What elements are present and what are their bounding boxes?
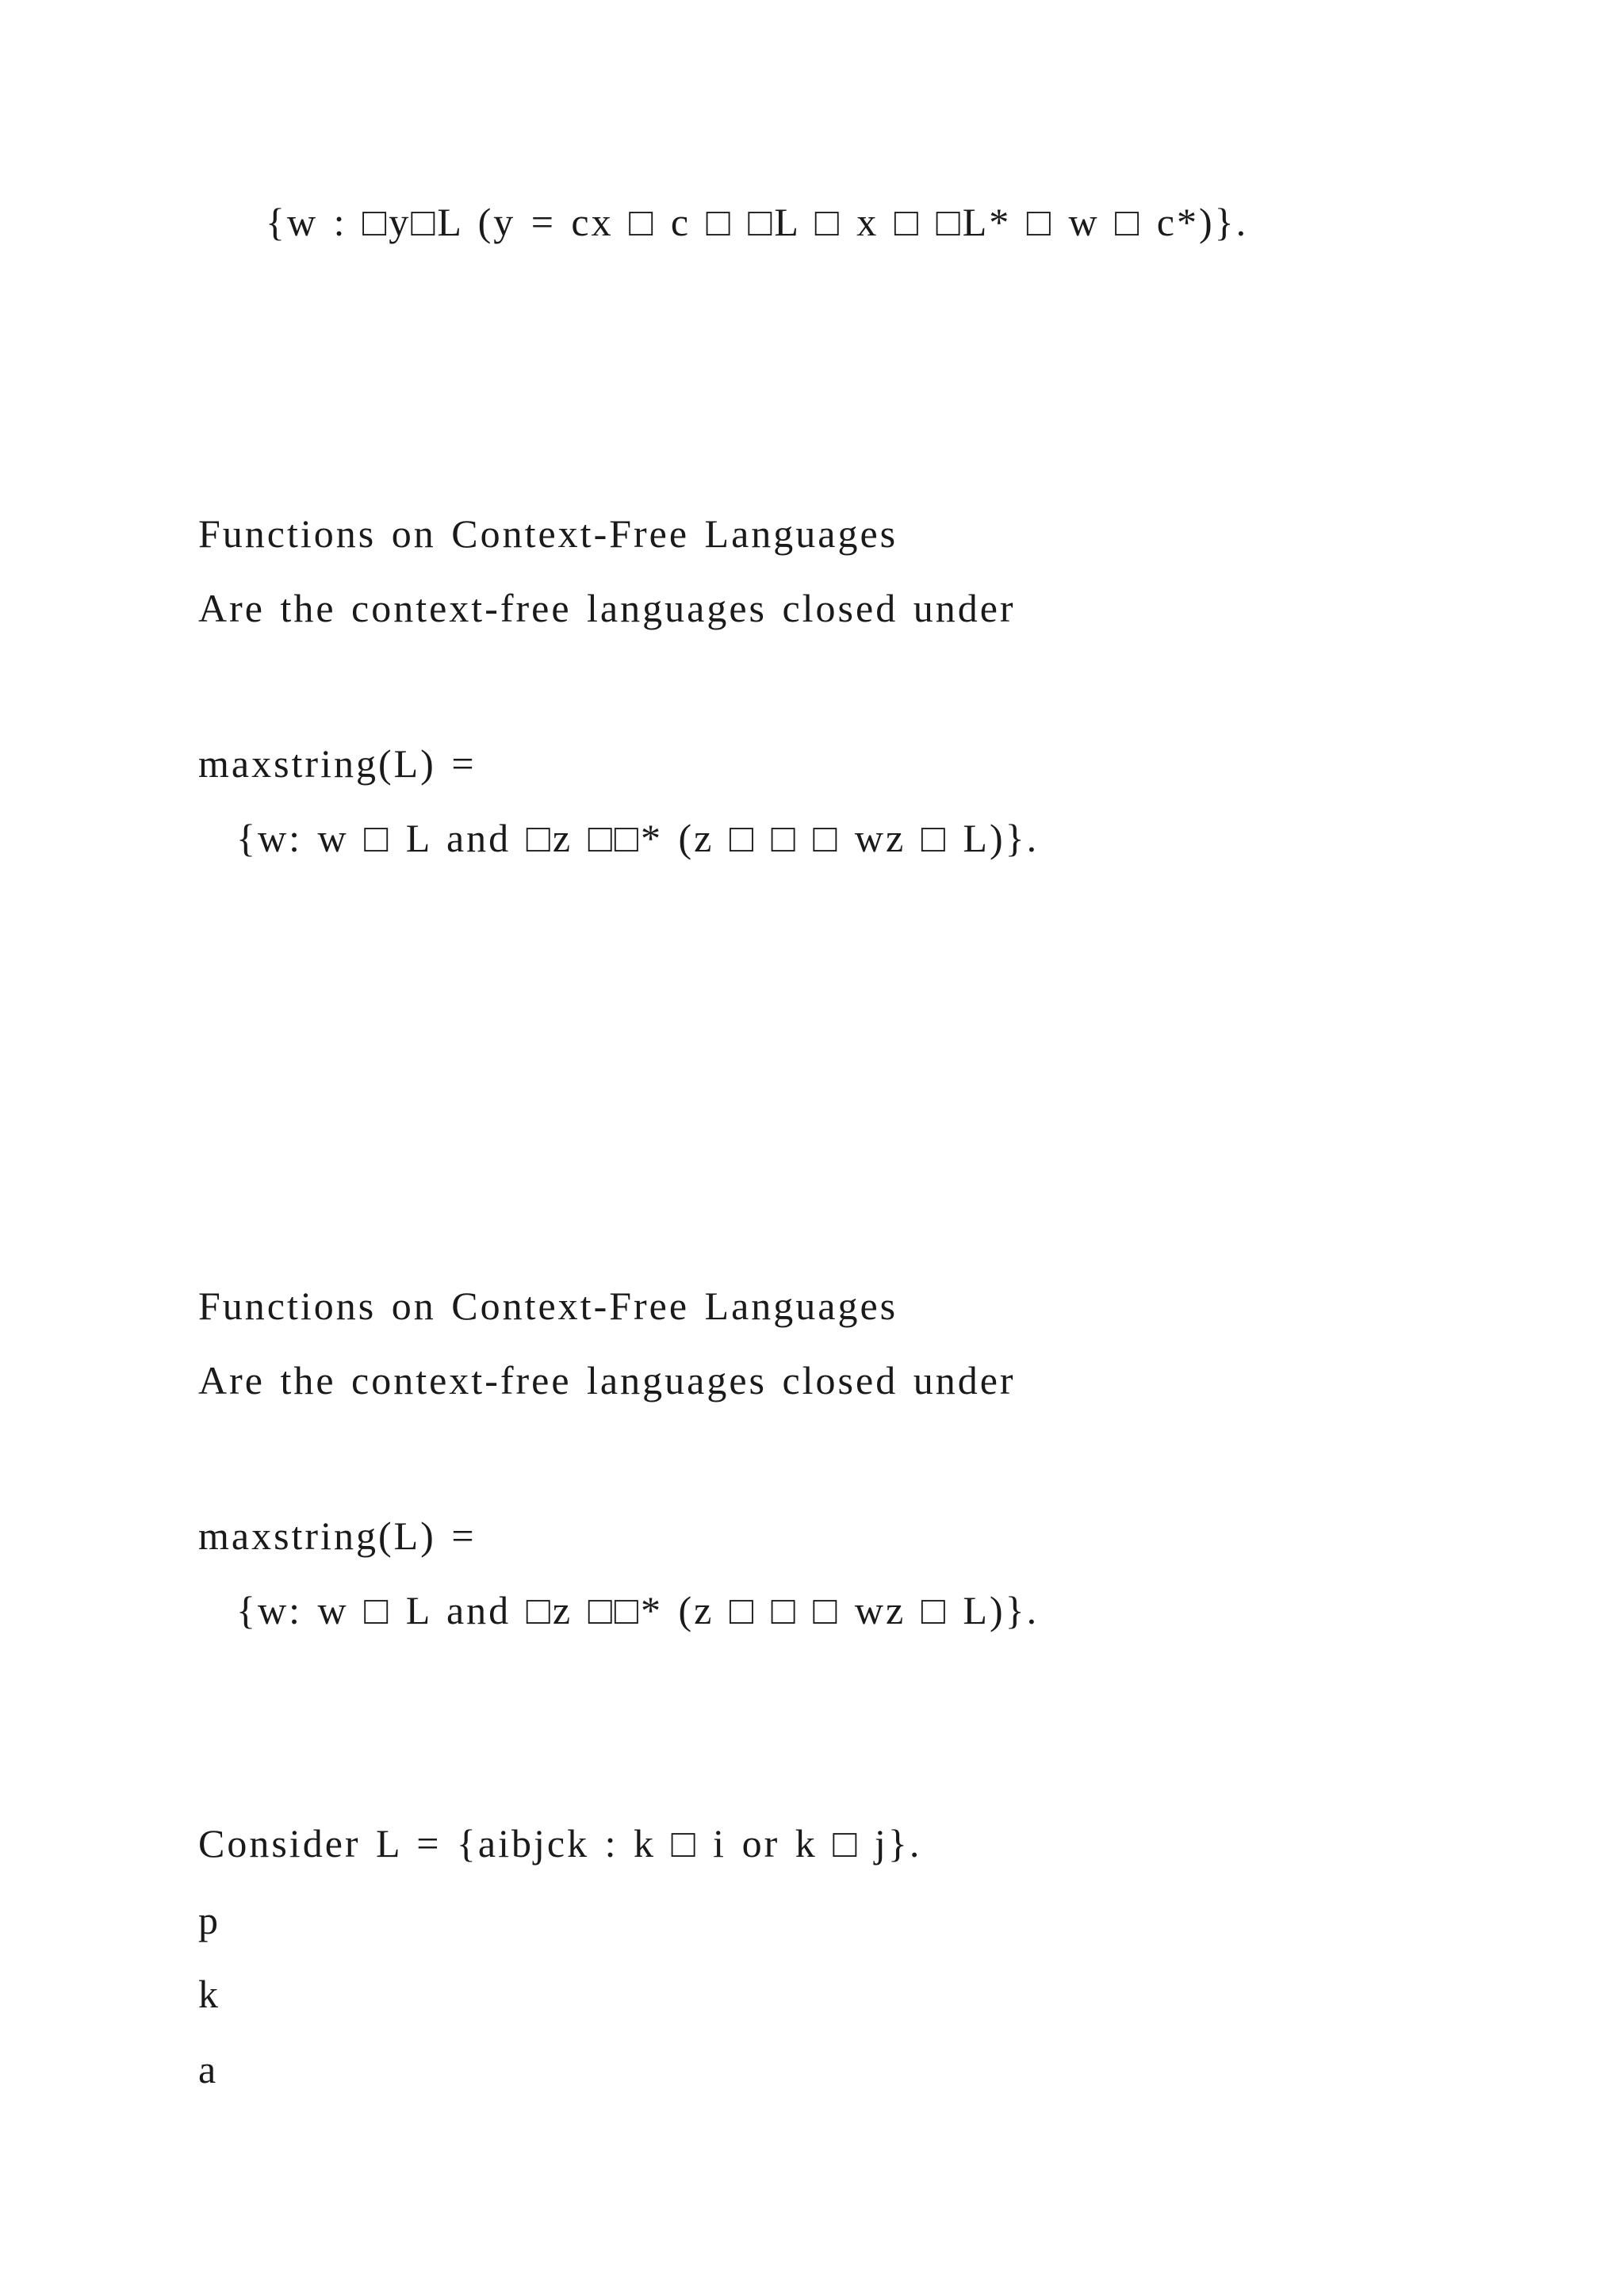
fragment-k: k: [198, 1972, 220, 2016]
section-2-subtitle: Are the context-free languages closed under: [198, 1358, 1016, 1402]
section-2-definition: maxstring(L) =: [198, 1513, 477, 1558]
section-2-set-expression: {w: w □ L and □z □□* (z □ □ □ wz □ L)}.: [236, 1588, 1040, 1632]
section-1-title: Functions on Context-Free Languages: [198, 511, 898, 556]
fragment-p: p: [198, 1898, 220, 1942]
consider-statement: Consider L = {aibjck : k □ i or k □ j}.: [198, 1821, 922, 1866]
formula-top: {w : □y□L (y = cx □ c □ □L □ x □ □L* □ w □ c*)}.: [266, 200, 1249, 244]
section-2-title: Functions on Context-Free Languages: [198, 1284, 898, 1328]
section-1-definition: maxstring(L) =: [198, 741, 477, 786]
section-1-set-expression: {w: w □ L and □z □□* (z □ □ □ wz □ L)}.: [236, 816, 1040, 860]
fragment-a: a: [198, 2047, 219, 2091]
section-1-subtitle: Are the context-free languages closed under: [198, 586, 1016, 630]
